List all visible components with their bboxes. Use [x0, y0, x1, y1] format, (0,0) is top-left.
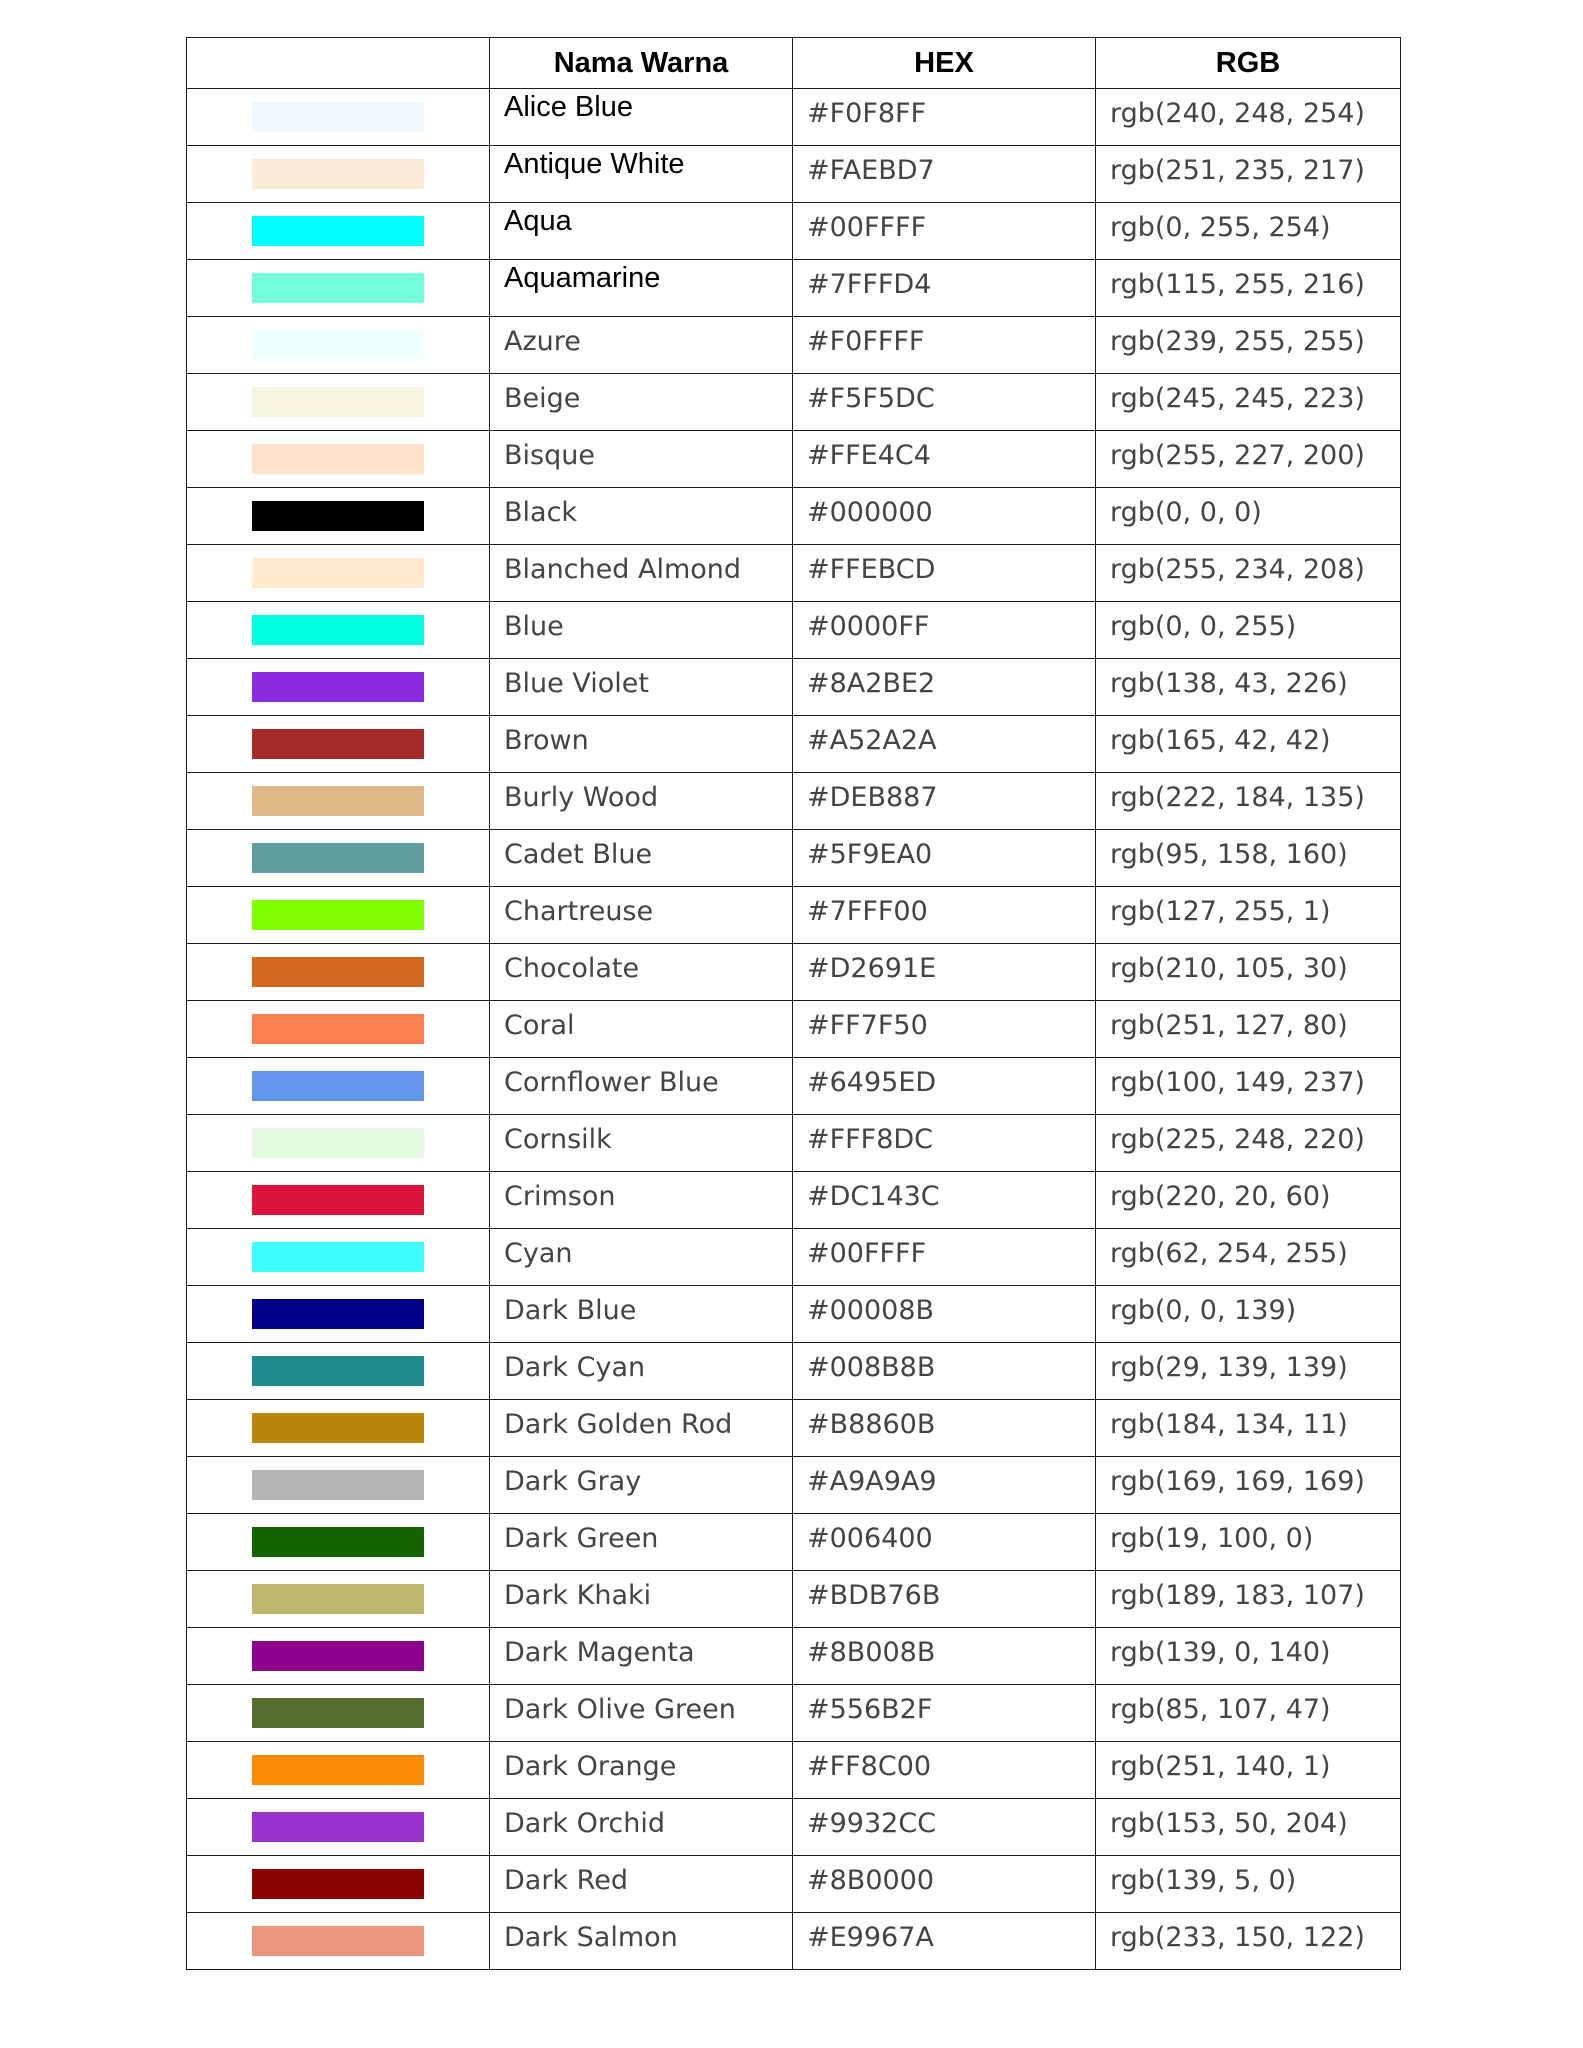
color-swatch [252, 1926, 424, 1956]
swatch-cell [187, 1856, 490, 1913]
table-row [187, 260, 1401, 317]
hex-value-cell: #006400 [793, 1514, 1096, 1571]
hex-value-cell: #E9967A [793, 1913, 1096, 1970]
table-row [187, 1343, 1401, 1400]
rgb-value-cell: rgb(0, 0, 255) [1096, 602, 1401, 659]
rgb-value-cell: rgb(165, 42, 42) [1096, 716, 1401, 773]
rgb-value-cell: rgb(95, 158, 160) [1096, 830, 1401, 887]
rgb-value-cell: rgb(138, 43, 226) [1096, 659, 1401, 716]
header-row [187, 38, 1401, 89]
rgb-value-cell: rgb(222, 184, 135) [1096, 773, 1401, 830]
hex-value-cell: #008B8B [793, 1343, 1096, 1400]
color-name-cell: Blue Violet [490, 659, 793, 716]
table-row [187, 1856, 1401, 1913]
hex-value-cell: #000000 [793, 488, 1096, 545]
color-name-cell: Brown [490, 716, 793, 773]
color-name-cell: Alice Blue [490, 89, 793, 146]
color-reference-table [186, 37, 1401, 1970]
color-swatch [252, 1584, 424, 1614]
swatch-cell [187, 716, 490, 773]
swatch-cell [187, 659, 490, 716]
color-name-cell: Coral [490, 1001, 793, 1058]
rgb-value-cell: rgb(225, 248, 220) [1096, 1115, 1401, 1172]
color-swatch [252, 1869, 424, 1899]
table-row [187, 203, 1401, 260]
color-swatch [252, 1356, 424, 1386]
color-swatch [252, 501, 424, 531]
table-row [187, 1685, 1401, 1742]
rgb-value-cell: rgb(153, 50, 204) [1096, 1799, 1401, 1856]
hex-value-cell: #F5F5DC [793, 374, 1096, 431]
table-row [187, 1571, 1401, 1628]
swatch-cell [187, 89, 490, 146]
color-swatch [252, 558, 424, 588]
rgb-value-cell: rgb(220, 20, 60) [1096, 1172, 1401, 1229]
swatch-cell [187, 944, 490, 1001]
table-row [187, 887, 1401, 944]
color-swatch [252, 1755, 424, 1785]
table-row [187, 1799, 1401, 1856]
hex-value-cell: #BDB76B [793, 1571, 1096, 1628]
color-swatch [252, 1014, 424, 1044]
color-swatch [252, 1527, 424, 1557]
color-swatch [252, 843, 424, 873]
swatch-cell [187, 773, 490, 830]
rgb-value-cell: rgb(127, 255, 1) [1096, 887, 1401, 944]
hex-value-cell: #FFE4C4 [793, 431, 1096, 488]
color-swatch [252, 672, 424, 702]
swatch-cell [187, 1286, 490, 1343]
table-row [187, 773, 1401, 830]
color-swatch [252, 615, 424, 645]
color-swatch [252, 102, 424, 132]
color-swatch [252, 1641, 424, 1671]
hex-value-cell: #FAEBD7 [793, 146, 1096, 203]
table-row [187, 1001, 1401, 1058]
table-row [187, 716, 1401, 773]
table-row [187, 1742, 1401, 1799]
color-name-cell: Cornsilk [490, 1115, 793, 1172]
table-row [187, 1913, 1401, 1970]
color-swatch [252, 1071, 424, 1101]
swatch-cell [187, 1058, 490, 1115]
swatch-cell [187, 1799, 490, 1856]
hex-value-cell: #DEB887 [793, 773, 1096, 830]
color-name-cell: Bisque [490, 431, 793, 488]
swatch-cell [187, 1457, 490, 1514]
color-name-cell: Azure [490, 317, 793, 374]
rgb-value-cell: rgb(210, 105, 30) [1096, 944, 1401, 1001]
color-name-cell: Blanched Almond [490, 545, 793, 602]
table-row [187, 830, 1401, 887]
table-row [187, 1628, 1401, 1685]
color-swatch [252, 1413, 424, 1443]
rgb-value-cell: rgb(233, 150, 122) [1096, 1913, 1401, 1970]
rgb-value-cell: rgb(0, 255, 254) [1096, 203, 1401, 260]
hex-value-cell: #F0F8FF [793, 89, 1096, 146]
table-row [187, 1115, 1401, 1172]
swatch-cell [187, 431, 490, 488]
color-swatch [252, 216, 424, 246]
table-row [187, 545, 1401, 602]
table-row [187, 317, 1401, 374]
rgb-value-cell: rgb(85, 107, 47) [1096, 1685, 1401, 1742]
table-row [187, 1286, 1401, 1343]
hex-value-cell: #00FFFF [793, 1229, 1096, 1286]
rgb-value-cell: rgb(139, 0, 140) [1096, 1628, 1401, 1685]
rgb-value-cell: rgb(251, 140, 1) [1096, 1742, 1401, 1799]
rgb-value-cell: rgb(240, 248, 254) [1096, 89, 1401, 146]
rgb-value-cell: rgb(184, 134, 11) [1096, 1400, 1401, 1457]
color-swatch [252, 1698, 424, 1728]
table-row [187, 89, 1401, 146]
color-name-cell: Dark Magenta [490, 1628, 793, 1685]
rgb-value-cell: rgb(29, 139, 139) [1096, 1343, 1401, 1400]
table-row [187, 602, 1401, 659]
hex-value-cell: #7FFFD4 [793, 260, 1096, 317]
color-name-cell: Dark Salmon [490, 1913, 793, 1970]
color-name-cell: Dark Orchid [490, 1799, 793, 1856]
color-name-cell: Aquamarine [490, 260, 793, 317]
swatch-cell [187, 317, 490, 374]
swatch-cell [187, 1115, 490, 1172]
swatch-cell [187, 830, 490, 887]
swatch-cell [187, 260, 490, 317]
hex-value-cell: #8B0000 [793, 1856, 1096, 1913]
color-name-cell: Dark Red [490, 1856, 793, 1913]
hex-value-cell: #FF8C00 [793, 1742, 1096, 1799]
color-swatch [252, 1470, 424, 1500]
hex-value-cell: #9932CC [793, 1799, 1096, 1856]
hex-value-cell: #8A2BE2 [793, 659, 1096, 716]
table-row [187, 1514, 1401, 1571]
table-row [187, 374, 1401, 431]
color-swatch [252, 330, 424, 360]
swatch-cell [187, 1685, 490, 1742]
color-name-cell: Cadet Blue [490, 830, 793, 887]
table-row [187, 1229, 1401, 1286]
color-swatch [252, 1812, 424, 1842]
swatch-cell [187, 1571, 490, 1628]
swatch-cell [187, 545, 490, 602]
color-name-cell: Aqua [490, 203, 793, 260]
hex-value-cell: #FF7F50 [793, 1001, 1096, 1058]
table-row [187, 431, 1401, 488]
color-name-cell: Crimson [490, 1172, 793, 1229]
hex-value-cell: #00FFFF [793, 203, 1096, 260]
color-swatch [252, 1185, 424, 1215]
swatch-cell [187, 203, 490, 260]
rgb-value-cell: rgb(62, 254, 255) [1096, 1229, 1401, 1286]
color-name-cell: Cornflower Blue [490, 1058, 793, 1115]
table-row [187, 659, 1401, 716]
color-name-cell: Cyan [490, 1229, 793, 1286]
hex-value-cell: #556B2F [793, 1685, 1096, 1742]
color-swatch [252, 957, 424, 987]
table-body [187, 89, 1401, 1970]
rgb-value-cell: rgb(255, 227, 200) [1096, 431, 1401, 488]
color-name-cell: Dark Green [490, 1514, 793, 1571]
swatch-cell [187, 1400, 490, 1457]
color-name-cell: Dark Golden Rod [490, 1400, 793, 1457]
swatch-cell [187, 1229, 490, 1286]
color-swatch [252, 159, 424, 189]
hex-value-cell: #FFF8DC [793, 1115, 1096, 1172]
color-name-cell: Dark Gray [490, 1457, 793, 1514]
color-swatch [252, 1242, 424, 1272]
rgb-value-cell: rgb(115, 255, 216) [1096, 260, 1401, 317]
color-swatch [252, 387, 424, 417]
swatch-cell [187, 1913, 490, 1970]
header-hex: HEX [793, 38, 1096, 89]
hex-value-cell: #7FFF00 [793, 887, 1096, 944]
swatch-cell [187, 1628, 490, 1685]
table-row [187, 1400, 1401, 1457]
swatch-cell [187, 1343, 490, 1400]
color-name-cell: Antique White [490, 146, 793, 203]
color-swatch [252, 786, 424, 816]
swatch-cell [187, 1001, 490, 1058]
header-rgb: RGB [1096, 38, 1401, 89]
color-swatch [252, 444, 424, 474]
hex-value-cell: #0000FF [793, 602, 1096, 659]
color-name-cell: Burly Wood [490, 773, 793, 830]
hex-value-cell: #5F9EA0 [793, 830, 1096, 887]
hex-value-cell: #A9A9A9 [793, 1457, 1096, 1514]
table-row [187, 944, 1401, 1001]
table-row [187, 1172, 1401, 1229]
rgb-value-cell: rgb(0, 0, 0) [1096, 488, 1401, 545]
swatch-cell [187, 1742, 490, 1799]
rgb-value-cell: rgb(251, 127, 80) [1096, 1001, 1401, 1058]
hex-value-cell: #FFEBCD [793, 545, 1096, 602]
color-name-cell: Beige [490, 374, 793, 431]
hex-value-cell: #F0FFFF [793, 317, 1096, 374]
swatch-cell [187, 146, 490, 203]
rgb-value-cell: rgb(100, 149, 237) [1096, 1058, 1401, 1115]
color-name-cell: Chartreuse [490, 887, 793, 944]
color-name-cell: Black [490, 488, 793, 545]
swatch-cell [187, 1514, 490, 1571]
rgb-value-cell: rgb(255, 234, 208) [1096, 545, 1401, 602]
hex-value-cell: #00008B [793, 1286, 1096, 1343]
hex-value-cell: #DC143C [793, 1172, 1096, 1229]
color-name-cell: Dark Orange [490, 1742, 793, 1799]
color-name-cell: Chocolate [490, 944, 793, 1001]
swatch-cell [187, 488, 490, 545]
table-row [187, 488, 1401, 545]
color-name-cell: Dark Olive Green [490, 1685, 793, 1742]
color-swatch [252, 900, 424, 930]
swatch-cell [187, 602, 490, 659]
swatch-cell [187, 374, 490, 431]
color-name-cell: Dark Blue [490, 1286, 793, 1343]
table-row [187, 1457, 1401, 1514]
rgb-value-cell: rgb(139, 5, 0) [1096, 1856, 1401, 1913]
color-swatch [252, 273, 424, 303]
color-swatch [252, 729, 424, 759]
rgb-value-cell: rgb(239, 255, 255) [1096, 317, 1401, 374]
rgb-value-cell: rgb(245, 245, 223) [1096, 374, 1401, 431]
color-swatch [252, 1299, 424, 1329]
table-row [187, 146, 1401, 203]
rgb-value-cell: rgb(0, 0, 139) [1096, 1286, 1401, 1343]
hex-value-cell: #B8860B [793, 1400, 1096, 1457]
table-row [187, 1058, 1401, 1115]
hex-value-cell: #D2691E [793, 944, 1096, 1001]
header-swatch [187, 38, 490, 89]
rgb-value-cell: rgb(169, 169, 169) [1096, 1457, 1401, 1514]
swatch-cell [187, 887, 490, 944]
rgb-value-cell: rgb(19, 100, 0) [1096, 1514, 1401, 1571]
hex-value-cell: #6495ED [793, 1058, 1096, 1115]
rgb-value-cell: rgb(189, 183, 107) [1096, 1571, 1401, 1628]
color-name-cell: Dark Khaki [490, 1571, 793, 1628]
color-name-cell: Dark Cyan [490, 1343, 793, 1400]
hex-value-cell: #8B008B [793, 1628, 1096, 1685]
hex-value-cell: #A52A2A [793, 716, 1096, 773]
header-color-name: Nama Warna [490, 38, 793, 89]
swatch-cell [187, 1172, 490, 1229]
color-swatch [252, 1128, 424, 1158]
color-name-cell: Blue [490, 602, 793, 659]
rgb-value-cell: rgb(251, 235, 217) [1096, 146, 1401, 203]
